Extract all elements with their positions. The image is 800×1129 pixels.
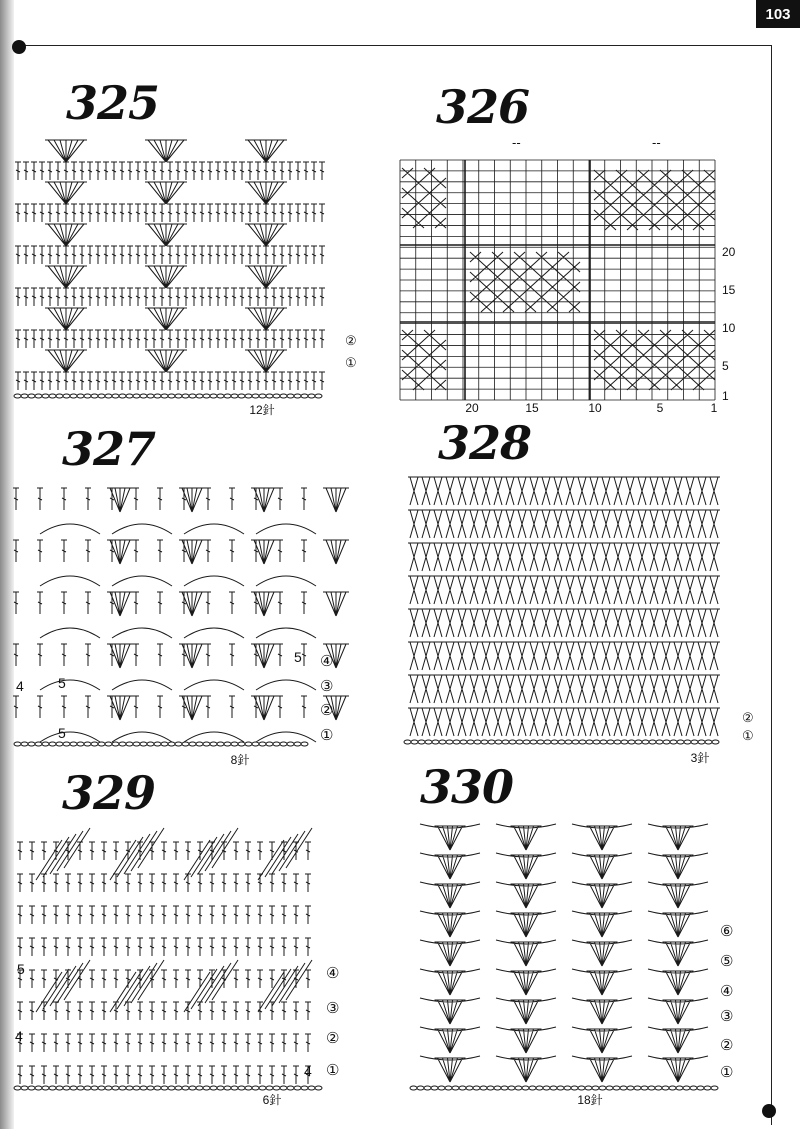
pattern-328-row-2: ② — [742, 710, 754, 725]
pattern-326-grid — [400, 160, 715, 400]
pattern-327-mark-a: 5 — [294, 649, 302, 665]
pattern-326-legend-1: -- — [512, 135, 521, 150]
pattern-330-repeat: 18針 — [577, 1093, 603, 1107]
pattern-326-xtick-10: 10 — [588, 401, 602, 415]
pattern-326-ytick-15: 15 — [722, 283, 736, 297]
pattern-327-row-2: ② — [320, 702, 334, 719]
pattern-number-327: 327 — [62, 422, 156, 476]
pattern-326-legend-2: -- — [652, 135, 661, 150]
pattern-326-xtick-15: 15 — [525, 401, 539, 415]
page-number: 103 — [756, 0, 800, 28]
pattern-326-ytick-10: 10 — [722, 321, 736, 335]
pattern-328-chart — [404, 477, 720, 744]
pattern-330-row-2: ② — [720, 1037, 734, 1054]
pattern-number-328: 328 — [438, 416, 532, 470]
pattern-330-row-6: ⑥ — [720, 923, 734, 940]
pattern-329-chart — [14, 828, 322, 1090]
pattern-330-row-3: ③ — [720, 1008, 734, 1025]
pattern-number-330: 330 — [420, 760, 514, 814]
pattern-329-mark-a: 5 — [17, 961, 25, 977]
pattern-328-row-1: ① — [742, 728, 754, 743]
pattern-330-row-5: ⑤ — [720, 953, 734, 970]
pattern-325-chart — [14, 140, 325, 398]
pattern-number-329: 329 — [62, 766, 156, 820]
pattern-329-row-1: ① — [326, 1062, 340, 1079]
pattern-327-repeat: 8針 — [230, 753, 250, 767]
pattern-330-row-1: ① — [720, 1064, 734, 1081]
pattern-326-xtick-1: 1 — [710, 401, 718, 415]
pattern-327-row-4: ④ — [320, 653, 334, 670]
pattern-329-repeat: 6針 — [262, 1093, 282, 1107]
pattern-326-xtick-20: 20 — [465, 401, 479, 415]
pattern-330-chart — [410, 824, 718, 1090]
pattern-329-mark-b: 4 — [15, 1028, 23, 1044]
pattern-329-mark-c: 4 — [304, 1063, 312, 1079]
pattern-326-ytick-1: 1 — [722, 389, 729, 403]
pattern-327-mark-d: 5 — [58, 725, 66, 741]
pattern-327-mark-c: 5 — [58, 675, 66, 691]
pattern-329-row-2: ② — [326, 1030, 340, 1047]
pattern-327-mark-b: 4 — [16, 678, 24, 694]
pattern-327-row-1: ① — [320, 727, 334, 744]
pattern-327-chart — [13, 488, 349, 746]
pattern-328-repeat: 3針 — [690, 751, 710, 765]
pattern-330-row-4: ④ — [720, 983, 734, 1000]
pattern-number-325: 325 — [66, 76, 160, 130]
pattern-329-row-3: ③ — [326, 1000, 340, 1017]
pattern-329-row-4: ④ — [326, 965, 340, 982]
pattern-325-repeat: 12針 — [249, 403, 275, 417]
pattern-326-xtick-5: 5 — [656, 401, 664, 415]
pattern-327-row-3: ③ — [320, 678, 334, 695]
pattern-number-326: 326 — [436, 80, 530, 134]
pattern-326-ytick-20: 20 — [722, 245, 736, 259]
pattern-326-ytick-5: 5 — [722, 359, 729, 373]
pattern-325-row-2: ② — [345, 333, 357, 348]
pattern-325-row-1: ① — [345, 355, 357, 370]
